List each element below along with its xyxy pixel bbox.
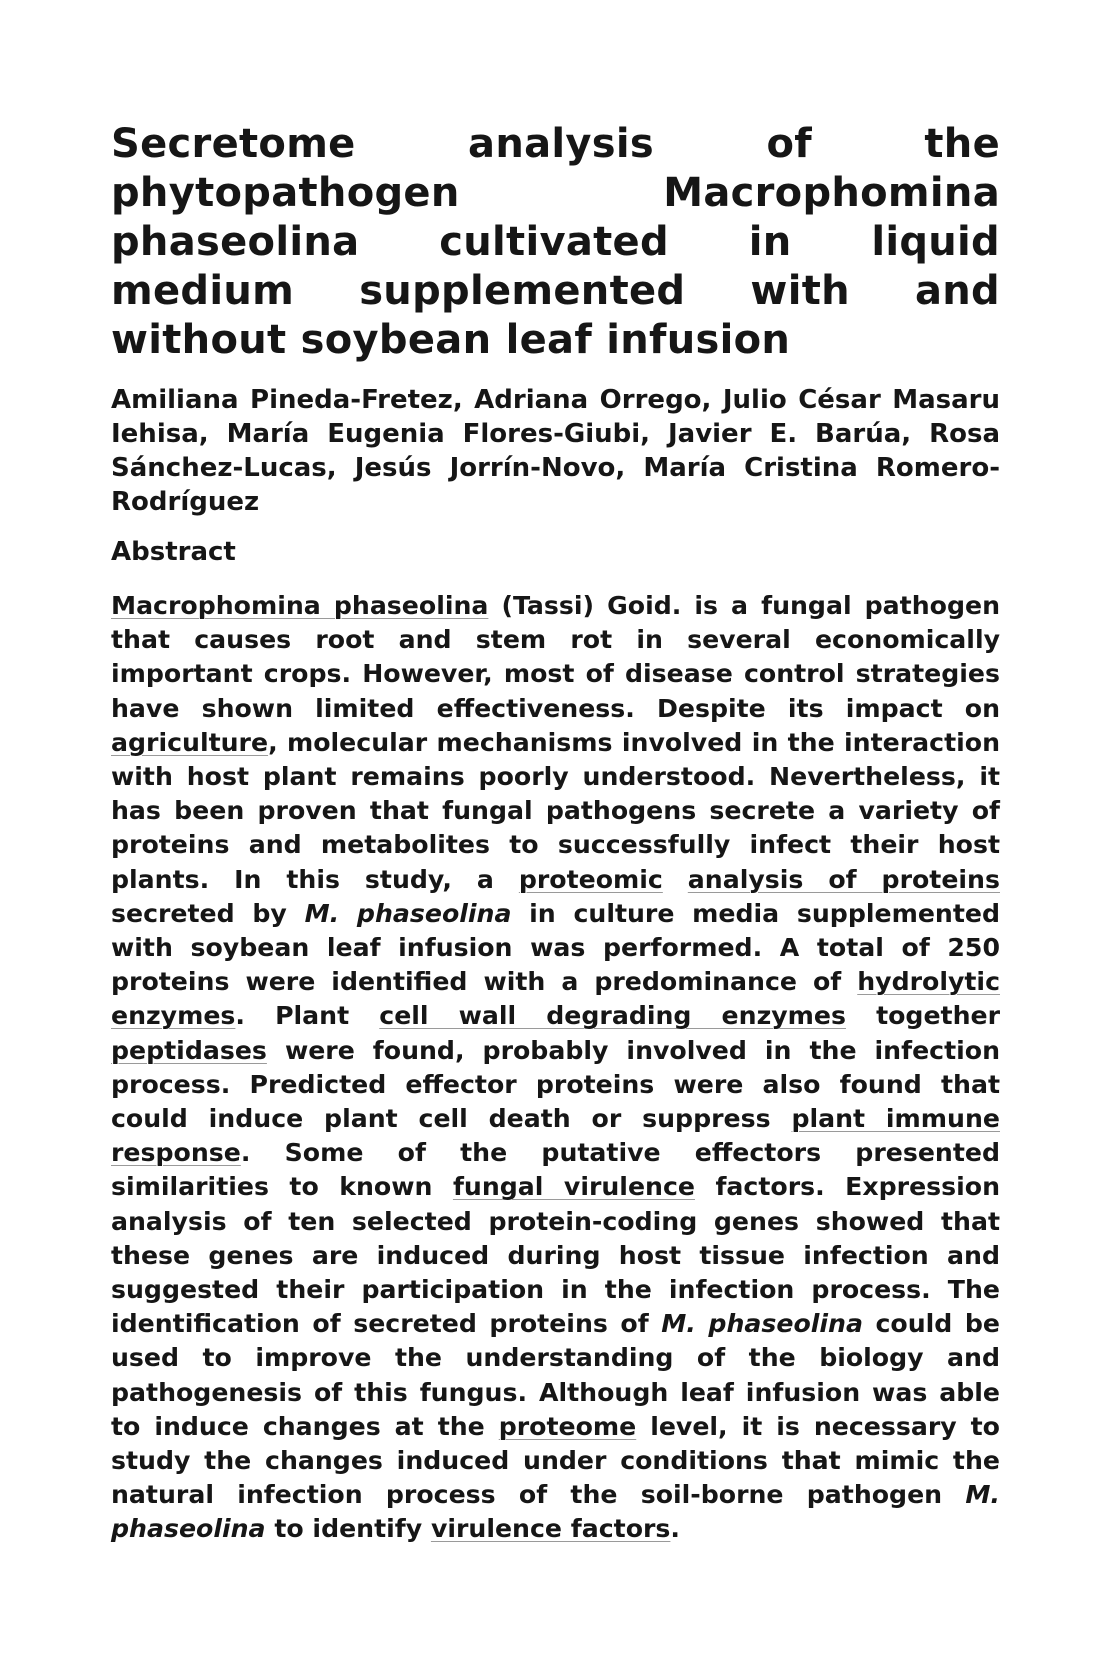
- paper-page: [111, 120, 1000, 1547]
- abstract-text-run: .: [670, 1514, 680, 1544]
- abstract-text-run: factors. Expression analysis of ten selected protein-coding genes showed that these genes are induced during host tissue infection and suggested their participation in the infection process. The identification of secreted proteins of: [111, 1172, 1001, 1339]
- abstract-text-run: to identify: [265, 1514, 431, 1544]
- abstract-text-run: [663, 865, 688, 894]
- abstract-term-link[interactable]: peptidases: [111, 1035, 267, 1065]
- abstract-text-run: together: [845, 1001, 1001, 1031]
- abstract-term-link[interactable]: Macrophomina phaseolina: [111, 591, 489, 620]
- abstract-term-link[interactable]: proteome: [498, 1411, 637, 1441]
- abstract-text-run: . Some of the putative effectors presented similarities to known: [111, 1138, 1000, 1202]
- abstract-text-run: could be used to improve the understanding of the biology and pathogenesis of this fungus. Although leaf infusion was able to induce changes at the: [111, 1309, 1000, 1441]
- abstract-term-link[interactable]: hydrolytic enzymes: [111, 967, 1000, 1031]
- abstract-term-link[interactable]: cell wall degrading enzymes: [379, 1001, 846, 1031]
- abstract-term-link[interactable]: agriculture: [111, 727, 269, 757]
- species-name: M. phaseolina: [304, 898, 512, 928]
- species-name: M. phaseolina: [661, 1309, 863, 1339]
- paper-title: Secretome analysis of the phytopathogen Macrophomina phaseolina cultivated in liquid medium supplemented with and without soybean leaf infusion: [111, 121, 1000, 363]
- abstract-term-link[interactable]: analysis of proteins: [687, 864, 1000, 894]
- abstract-text-run: level, it is necessary to study the changes induced under conditions that mimic the natural infection process of the soil-borne pathogen: [111, 1411, 1000, 1510]
- abstract-term-link[interactable]: plant immune response: [111, 1104, 1000, 1168]
- abstract-term-link[interactable]: proteomic: [518, 864, 663, 894]
- abstract-term-link[interactable]: fungal virulence: [452, 1172, 695, 1202]
- abstract-text-run: (Tassi) Goid. is a fungal pathogen that causes root and stem rot in several economically important crops. However, most of disease control strategies have shown limited effectiveness. Despite its impact on: [111, 591, 1001, 723]
- abstract-text-run: were found, probably involved in the infection process. Predicted effector proteins were also found that could induce plant cell death or suppress: [111, 1035, 1000, 1134]
- species-name: M. phaseolina: [111, 1480, 1000, 1544]
- abstract-text-run: secreted by: [111, 898, 305, 928]
- abstract-text-run: . Plant: [235, 1001, 380, 1031]
- abstract-text-run: , molecular mechanisms involved in the interaction with host plant remains poorly understood. Nevertheless, it has been proven that fungal pathogens secrete a variety of proteins and metabolites to successfully infect their host plants. In this study, a: [111, 727, 1000, 894]
- abstract-text-run: in culture media supplemented with soybean leaf infusion was performed. A total of 250 proteins were identified with a predominance of: [111, 898, 1000, 997]
- abstract-term-link[interactable]: virulence factors: [430, 1514, 671, 1544]
- abstract-heading: Abstract: [111, 537, 236, 567]
- abstract-text: [111, 589, 1000, 1547]
- author-list: Amiliana Pineda-Fretez, Adriana Orrego, Julio César Masaru Iehisa, María Eugenia Flores-Giubi, Javier E. Barúa, Rosa Sánchez-Lucas, Jesús Jorrín-Novo, María Cristina Romero-Rodríguez: [111, 385, 1000, 517]
